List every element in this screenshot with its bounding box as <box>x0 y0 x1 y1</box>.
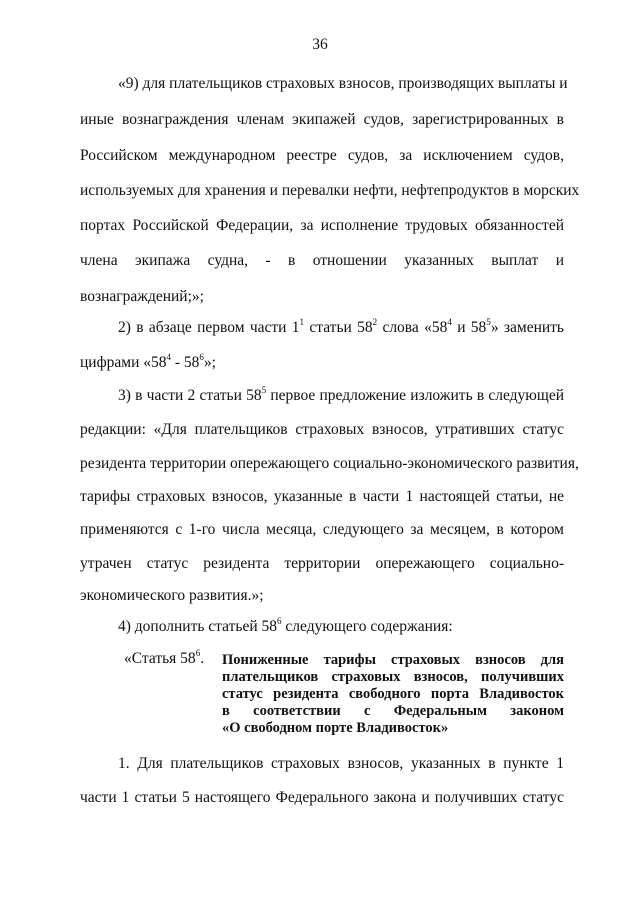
p1-line-1: «9) для плательщиков страховых взносов, производящих выплаты и <box>118 75 568 92</box>
p1-line-5: портах Российской Федерации, за исполнение трудовых обязанностей <box>80 217 564 234</box>
p5-line-1: 1. Для плательщиков страховых взносов, указанных в пункте 1 <box>118 755 564 772</box>
p1-line-4: используемых для хранения и перевалки нефти, нефтепродуктов в морских <box>80 182 580 199</box>
article-title-line-3: статус резидента свободного порта Владивосток <box>222 686 564 702</box>
p4-line: 4) дополнить статьей $58^6$ следующего содержания: <box>118 616 453 635</box>
p3-line-7: экономического развития.»; <box>80 587 264 604</box>
article-title-line-5: «О свободном порте Владивосток» <box>222 720 449 736</box>
p2-line-2: цифрами «$58^4 - 58^6$»; <box>80 352 216 371</box>
article-title-line-2: плательщиков страховых взносов, получивших <box>222 669 564 685</box>
article-title-line-1: Пониженные тарифы страховых взносов для <box>222 652 564 668</box>
p3-line-6: утрачен статус резидента территории опережающего социально- <box>80 555 564 572</box>
article-label: «Статья $58^6$. <box>124 648 205 667</box>
p1-line-7: вознаграждений;»; <box>80 288 204 305</box>
p5-line-2: части 1 статьи 5 настоящего Федерального закона и получивших статус <box>80 789 564 806</box>
p3-line-1: 3) в части 2 статьи $58^5$ первое предложение изложить в следующей <box>118 385 564 404</box>
page-number: 36 <box>312 36 328 53</box>
p3-line-3: резидента территории опережающего социально-экономического развития, <box>80 455 579 472</box>
article-title-line-4: в соответствии с Федеральным законом <box>222 703 564 719</box>
p1-line-2: иные вознаграждения членам экипажей судов, зарегистрированных в <box>80 111 564 128</box>
p3-line-4: тарифы страховых взносов, указанные в части 1 настоящей статьи, не <box>80 488 564 505</box>
p2-line-1: 2) в абзаце первом части $1^1$ статьи $58^2$ слова «$58^4$ и $58^5$» заменить <box>118 317 565 336</box>
p1-line-6: члена экипажа судна, - в отношении указанных выплат и <box>80 252 564 269</box>
p1-line-3: Российском международном реестре судов, за исключением судов, <box>80 147 564 164</box>
p3-line-2: редакции: «Для плательщиков страховых взносов, утративших статус <box>80 421 564 438</box>
p3-line-5: применяются с 1-го числа месяца, следующего за месяцем, в котором <box>80 521 564 538</box>
